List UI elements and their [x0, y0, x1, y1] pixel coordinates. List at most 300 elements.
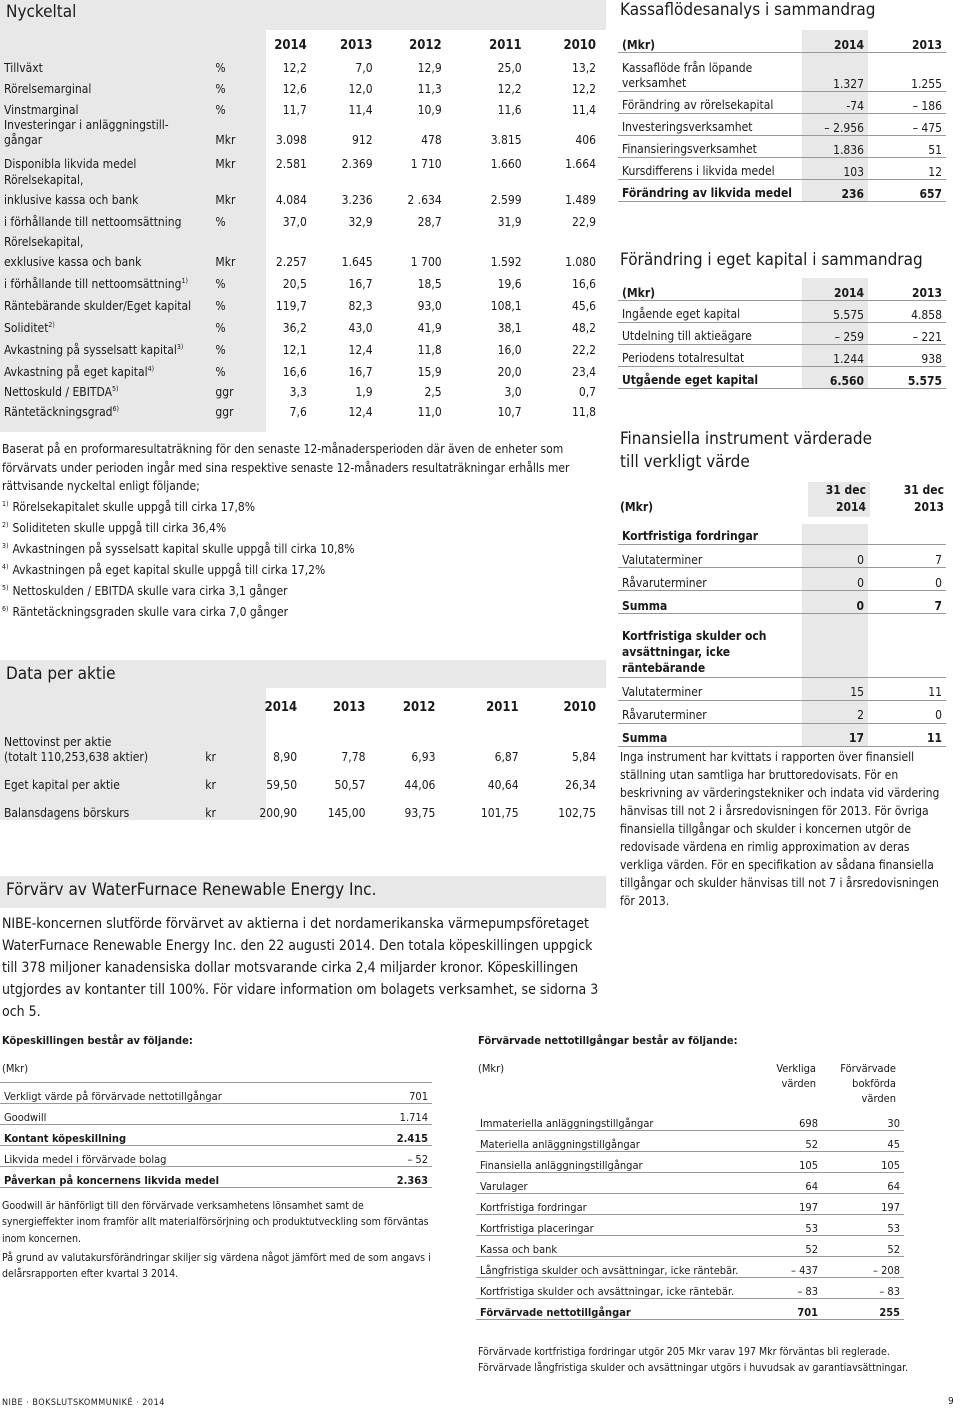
cell-value	[526, 229, 600, 249]
row-label: Verkligt värde på förvärvade nettotillgångar	[0, 1083, 368, 1104]
cell-value-verkliga: – 437	[754, 1257, 822, 1278]
footnote-text: Rörelsekapitalet skulle uppgå till cirka 17,8%	[12, 500, 256, 514]
footnote	[2, 521, 600, 542]
cell-value-verkliga: 52	[754, 1236, 822, 1257]
cell-value: 59,50	[266, 777, 298, 792]
row-label: Finansiella anläggningstillgångar	[476, 1152, 754, 1173]
footnote-text: Räntetäckningsgraden skulle vara cirka 7,0 gånger	[12, 605, 289, 619]
cell-value: 12,2	[571, 81, 596, 96]
cell-value: 15,9	[417, 364, 442, 379]
table-row	[0, 117, 600, 147]
page-number: 9	[948, 1396, 954, 1407]
cell-value: 11,8	[417, 342, 442, 357]
row-label: Kortfristiga placeringar	[476, 1215, 754, 1236]
table-row	[0, 792, 600, 820]
cell-value: 12,4	[348, 342, 373, 357]
row-unit: kr	[205, 805, 216, 820]
row-label	[0, 399, 211, 419]
row-label: Kortfristiga skulder och avsättningar, icke räntebär.	[476, 1278, 754, 1299]
nettotillgangar-note: Förvärvade kortfristiga fordringar utgör 205 Mkr varav 197 Mkr förväntas bli reglerade. Förvärvade långfristiga skulder och avsättningar utgörs i huvudsak av garantiavsättningar.	[478, 1346, 909, 1375]
cell-value: 1.255	[868, 53, 946, 92]
cell-value: 0	[868, 568, 946, 591]
cell-value: 12,2	[497, 81, 522, 96]
cell-value: 18,5	[417, 276, 442, 291]
row-label	[0, 117, 211, 147]
cell-value-bokforda: 255	[822, 1299, 904, 1320]
data-per-aktie-table	[0, 694, 600, 820]
cell-value: 102,75	[558, 805, 596, 820]
forvarv-text: NIBE-koncernen slutförde förvärvet av aktierna i det nordamerikanska värmepumpsföretaget WaterFurnace Renewable Energy Inc. den 22 augusti 2014. Den totala köpeskillingen uppgick till 378 miljoner kanadensiska dollar motsvarande cirka 2,4 miljarder kronor. Köpeskillingen utgjordes av kontanter till 100%. För vidare information om bolagets verksamhet, se sidorna 3 och 5.	[2, 916, 599, 1020]
row-unit: %	[215, 214, 226, 229]
cell-value: 478	[421, 132, 442, 147]
cell-value: 16,0	[497, 342, 522, 357]
group-row	[618, 524, 946, 545]
kopeskilling-unit: (Mkr)	[2, 1062, 29, 1075]
row-label-text: Avkastning på sysselsatt kapital	[4, 342, 177, 357]
table-row	[476, 1299, 904, 1320]
footnote-marker: 2)	[2, 521, 9, 529]
row-unit: ggr	[215, 384, 234, 399]
footnote-ref: 4)	[147, 364, 155, 373]
table-row	[0, 291, 600, 313]
row-unit	[211, 229, 253, 249]
cell-value: 1 700	[410, 254, 442, 269]
cell-value: 41,9	[417, 320, 442, 335]
row-label: Immateriella anläggningstillgångar	[476, 1110, 754, 1131]
table-row	[0, 269, 600, 291]
kopeskilling-note2: På grund av valutakursförändringar skiljer sig värdena något jämfört med de som angavs i delårsrapporten efter kvartal 3 2014.	[2, 1252, 431, 1281]
cell-value: 16,7	[348, 364, 373, 379]
row-label: Valutaterminer	[618, 677, 802, 700]
cell-value-verkliga: 197	[754, 1194, 822, 1215]
year-header: 2014	[264, 700, 298, 716]
row-label	[0, 716, 201, 764]
cell-value: 938	[868, 345, 946, 367]
table-row	[476, 1131, 904, 1152]
finansiella-title: Finansiella instrument värderade till verkligt värde	[620, 429, 872, 472]
cell-value: 50,57	[334, 777, 366, 792]
nyckeltal-table	[0, 32, 600, 419]
cell-value-verkliga: – 83	[754, 1278, 822, 1299]
row-label: Valutaterminer	[618, 545, 802, 568]
row-unit: %	[215, 364, 226, 379]
year-header: 2013	[911, 37, 942, 52]
group-cell	[868, 628, 946, 677]
cell-value-bokforda: 30	[822, 1110, 904, 1131]
cell-value: 36,2	[282, 320, 307, 335]
kassaflode-title: Kassaflödesanalys i sammandrag	[620, 0, 876, 20]
table-row	[618, 723, 946, 746]
row-label-text: Rörelsemarginal	[4, 81, 92, 96]
row-unit: kr	[205, 777, 216, 792]
row-label: Kassa och bank	[476, 1236, 754, 1257]
row-unit: Mkr	[215, 254, 236, 269]
row-unit: Mkr	[215, 156, 236, 171]
cell-value	[377, 171, 446, 187]
row-unit: %	[215, 276, 226, 291]
row-label	[0, 249, 211, 269]
table-row	[0, 96, 600, 117]
cell-value: 8,90	[273, 749, 298, 764]
cell-value: 1.660	[490, 156, 522, 171]
cell-value: 6,93	[411, 749, 436, 764]
cell-value: 11,6	[497, 102, 522, 117]
cell-value: 2	[802, 700, 868, 723]
table-row	[618, 323, 946, 345]
row-label-text: Rörelsekapital,	[4, 172, 84, 187]
row-label: Finansieringsverksamhet	[618, 136, 802, 158]
cell-value: – 221	[868, 323, 946, 345]
cell-value	[377, 229, 446, 249]
year-header: 2012	[409, 38, 442, 54]
row-unit	[211, 171, 253, 187]
cell-value: 13,2	[571, 60, 596, 75]
row-label: Kortfristiga fordringar	[476, 1194, 754, 1215]
cell-value: 5.575	[802, 301, 868, 323]
footnote-marker: 5)	[2, 584, 9, 592]
table-row	[476, 1215, 904, 1236]
spacer	[618, 614, 802, 629]
row-label-text: Disponibla likvida medel	[4, 156, 137, 171]
cell-value: 2.363	[368, 1167, 432, 1188]
table-row	[0, 335, 600, 357]
row-label: Ingående eget kapital	[618, 301, 802, 323]
year-header: 2014	[802, 30, 868, 53]
cell-value: 12,0	[348, 81, 373, 96]
cell-value: 17	[802, 723, 868, 746]
cell-value: 119,7	[275, 298, 307, 313]
footnote-marker: 3)	[2, 542, 9, 550]
spacer	[802, 614, 868, 629]
cell-value: 82,3	[348, 298, 373, 313]
cell-value: 3,0	[504, 384, 522, 399]
eget-kapital-table	[618, 278, 946, 389]
nyckeltal-title: Nyckeltal	[6, 2, 77, 22]
table-row	[0, 1104, 432, 1125]
table-row	[0, 1125, 432, 1146]
cell-value: 45,6	[571, 298, 596, 313]
table-row	[0, 357, 600, 379]
cell-value: 15	[802, 677, 868, 700]
footnote-ref: 1)	[181, 276, 188, 285]
row-label-text: Nettoskuld / EBITDA	[4, 384, 112, 399]
cell-value: 200,90	[259, 805, 298, 820]
cell-value: 11,7	[282, 102, 307, 117]
cell-value: 20,5	[282, 276, 307, 291]
cell-value: 22,2	[571, 342, 596, 357]
row-label	[0, 379, 211, 399]
cell-value: 7,0	[355, 60, 373, 75]
row-label	[0, 335, 211, 357]
table-row	[0, 249, 600, 269]
finansiella-col1-header: 31 dec 2014	[808, 482, 870, 517]
row-unit: %	[215, 320, 226, 335]
unit-header: (Mkr)	[622, 285, 656, 300]
footnote-text: Soliditeten skulle uppgå till cirka 36,4%	[12, 521, 227, 535]
cell-value: 657	[868, 180, 946, 202]
cell-value	[446, 171, 526, 187]
cell-value: 1.664	[565, 156, 596, 171]
year-header: 2013	[332, 700, 366, 716]
unit-header: (Mkr)	[622, 37, 656, 52]
row-label	[0, 75, 211, 96]
year-header: 2010	[563, 700, 596, 716]
table-row	[618, 568, 946, 591]
row-label-text: inklusive kassa och bank	[4, 192, 139, 207]
kopeskilling-table	[0, 1082, 432, 1188]
footnote	[2, 563, 600, 584]
row-label	[0, 171, 211, 187]
table-row	[476, 1173, 904, 1194]
row-label: Goodwill	[0, 1104, 368, 1125]
cell-value: 12	[868, 158, 946, 180]
row-label: Utgående eget kapital	[618, 367, 802, 389]
row-label	[0, 764, 201, 792]
table-row	[476, 1278, 904, 1299]
cell-value: 108,1	[490, 298, 522, 313]
row-label-text: Tillväxt	[4, 60, 43, 75]
row-unit: %	[215, 342, 226, 357]
nettotillgangar-unit: (Mkr)	[478, 1062, 505, 1075]
row-label-text: i förhållande till nettoomsättning	[4, 276, 182, 291]
row-label: Likvida medel i förvärvade bolag	[0, 1146, 368, 1167]
group-cell	[802, 628, 868, 677]
row-label-text: Räntebärande skulder/Eget kapital	[4, 298, 192, 313]
row-label	[0, 207, 211, 229]
kassaflode-table	[618, 30, 946, 202]
cell-value: 4.084	[275, 192, 307, 207]
year-header: 2014	[802, 278, 868, 301]
cell-value: – 186	[868, 92, 946, 114]
row-label-text: Rörelsekapital,	[4, 234, 84, 249]
table-row	[476, 1152, 904, 1173]
cell-value-verkliga: 64	[754, 1173, 822, 1194]
cell-value: 0	[802, 545, 868, 568]
row-unit: Mkr	[215, 192, 236, 207]
cell-value-bokforda: 53	[822, 1215, 904, 1236]
cell-value: – 2.956	[802, 114, 868, 136]
eget-kapital-title: Förändring i eget kapital i sammandrag	[620, 250, 923, 270]
cell-value: 43,0	[348, 320, 373, 335]
cell-value: 10,9	[417, 102, 442, 117]
table-row	[618, 545, 946, 568]
table-row	[0, 171, 600, 187]
row-label-text: Avkastning på eget kapital	[4, 364, 148, 379]
group-cell	[868, 524, 946, 545]
table-row	[0, 229, 600, 249]
cell-value: 11,8	[571, 404, 596, 419]
table-row	[476, 1110, 904, 1131]
cell-value-bokforda: 105	[822, 1152, 904, 1173]
footer-left: NIBE · BOKSLUTSKOMMUNIKÉ · 2014	[2, 1398, 165, 1408]
row-unit: %	[215, 60, 226, 75]
row-label: Investeringsverksamhet	[618, 114, 802, 136]
row-label: Periodens totalresultat	[618, 345, 802, 367]
row-label	[0, 54, 211, 75]
cell-value: 2.369	[341, 156, 373, 171]
cell-value: 23,4	[571, 364, 596, 379]
row-label-text: Soliditet	[4, 320, 49, 335]
row-label: Långfristiga skulder och avsättningar, icke räntebär.	[476, 1257, 754, 1278]
cell-value: 1.489	[565, 192, 596, 207]
kopeskilling-note1: Goodwill är hänförligt till den förvärvade verksamhetens lönsamhet samt de synergieffekter inom framför allt materialförsörjning och produktutveckling som förväntas inom koncernen.	[2, 1200, 429, 1245]
footnote	[2, 584, 600, 605]
year-header: 2013	[340, 38, 373, 54]
row-unit: %	[215, 81, 226, 96]
cell-value: 406	[575, 132, 596, 147]
cell-value: 5,84	[571, 749, 596, 764]
cell-value: 1.645	[341, 254, 373, 269]
row-label-text: Räntetäckningsgrad	[4, 404, 113, 419]
header-unit	[211, 32, 253, 54]
cell-value: 4.858	[868, 301, 946, 323]
cell-value: 5.575	[868, 367, 946, 389]
dpa-header-row	[0, 694, 600, 716]
cell-value: 2.257	[275, 254, 307, 269]
cell-value: 26,34	[565, 777, 596, 792]
table-row	[618, 92, 946, 114]
row-label: Kontant köpeskillning	[0, 1125, 368, 1146]
row-label-text: Eget kapital per aktie	[4, 777, 120, 792]
forvarv-title: Förvärv av WaterFurnace Renewable Energy Inc.	[6, 880, 377, 900]
cell-value: 2.599	[490, 192, 522, 207]
cell-value: 2.581	[275, 156, 307, 171]
row-unit: kr	[205, 749, 216, 764]
year-header: 2010	[563, 38, 596, 54]
cell-value: 701	[368, 1083, 432, 1104]
cell-value: 25,0	[497, 60, 522, 75]
table-row	[618, 367, 946, 389]
cell-value: 11	[868, 723, 946, 746]
cell-value-verkliga: 105	[754, 1152, 822, 1173]
table-row	[0, 207, 600, 229]
cell-value: 11,0	[417, 404, 442, 419]
footnote-marker: 1)	[2, 500, 9, 508]
year-header: 2012	[402, 700, 436, 716]
row-label	[0, 269, 211, 291]
data-per-aktie-title: Data per aktie	[6, 664, 116, 684]
row-label	[0, 187, 211, 207]
cell-value: 12,1	[282, 342, 307, 357]
cell-value: 11,4	[348, 102, 373, 117]
footnote	[2, 542, 600, 563]
cell-value-verkliga: 701	[754, 1299, 822, 1320]
row-label-subtext: (totalt 110,253,638 aktier)	[4, 749, 149, 764]
cell-value: 236	[802, 180, 868, 202]
row-label: Förändring av likvida medel	[618, 180, 802, 202]
table-row	[0, 75, 600, 96]
row-unit: %	[215, 102, 226, 117]
footnote-text: Nettoskulden / EBITDA skulle vara cirka 3,1 gånger	[12, 584, 288, 598]
cell-value: 16,7	[348, 276, 373, 291]
table-row	[618, 301, 946, 323]
year-header: 2013	[911, 285, 942, 300]
cell-value: 0	[802, 568, 868, 591]
table-row	[0, 54, 600, 75]
footnote-text: Avkastningen på sysselsatt kapital skulle uppgå till cirka 10,8%	[12, 542, 355, 556]
table-row	[0, 1167, 432, 1188]
cell-value: 7	[868, 545, 946, 568]
cell-value: 1.714	[368, 1104, 432, 1125]
cell-value: 1.592	[490, 254, 522, 269]
cell-value: 11,3	[417, 81, 442, 96]
group-label: Kortfristiga skulder och avsättningar, icke räntebärande	[622, 629, 767, 676]
cell-value: 7,78	[341, 749, 366, 764]
table-row	[618, 136, 946, 158]
header-row	[618, 30, 946, 53]
cell-value: 1 710	[410, 156, 442, 171]
cell-value-verkliga: 53	[754, 1215, 822, 1236]
row-label	[0, 313, 211, 335]
row-label-text: exklusive kassa och bank	[4, 254, 142, 269]
cell-value: 7	[868, 591, 946, 614]
cell-value: 40,64	[487, 777, 519, 792]
cell-value: 103	[802, 158, 868, 180]
footnote-list	[2, 500, 600, 626]
cell-value: 11	[868, 677, 946, 700]
cell-value: 11,4	[571, 102, 596, 117]
cell-value: 28,7	[417, 214, 442, 229]
cell-value: 3.236	[341, 192, 373, 207]
cell-value: 1,9	[355, 384, 373, 399]
year-header: 2011	[486, 700, 519, 716]
row-label	[0, 357, 211, 379]
cell-value: 1.080	[565, 254, 596, 269]
group-label: Kortfristiga fordringar	[622, 528, 759, 543]
table-row	[618, 345, 946, 367]
header-label	[0, 694, 201, 716]
cell-value: – 52	[368, 1146, 432, 1167]
row-label	[0, 96, 211, 117]
cell-value: 12,9	[417, 60, 442, 75]
cell-value: 6,87	[494, 749, 519, 764]
cell-value: 101,75	[480, 805, 519, 820]
cell-value-verkliga: 698	[754, 1110, 822, 1131]
footnote-marker: 6)	[2, 605, 9, 613]
cell-value: 3.098	[275, 132, 307, 147]
cell-value: – 475	[868, 114, 946, 136]
footnote-marker: 4)	[2, 563, 9, 571]
cell-value-bokforda: – 208	[822, 1257, 904, 1278]
cell-value: 145,00	[327, 805, 366, 820]
row-label: Förändring av rörelsekapital	[618, 92, 802, 114]
cell-value: 3,3	[289, 384, 307, 399]
row-label: Summa	[618, 723, 802, 746]
row-label: Påverkan på koncernens likvida medel	[0, 1167, 368, 1188]
cell-value: 16,6	[282, 364, 307, 379]
row-label: Materiella anläggningstillgångar	[476, 1131, 754, 1152]
row-label: Råvaruterminer	[618, 568, 802, 591]
cell-value-bokforda: 52	[822, 1236, 904, 1257]
kopeskilling-title: Köpeskillingen består av följande:	[2, 1034, 193, 1047]
footnote-ref: 2)	[48, 320, 55, 329]
cell-value: 93,0	[417, 298, 442, 313]
cell-value: 1.244	[802, 345, 868, 367]
finansiella-table	[618, 524, 946, 747]
row-label-text: Balansdagens börskurs	[4, 805, 130, 820]
row-label	[0, 792, 201, 820]
row-label-text: Vinstmarginal	[4, 102, 79, 117]
cell-value: 7,6	[289, 404, 307, 419]
table-row	[476, 1257, 904, 1278]
row-label	[0, 229, 211, 249]
header-unit	[201, 694, 242, 716]
cell-value: 912	[351, 132, 373, 147]
row-unit: Mkr	[215, 132, 236, 147]
spacer	[868, 614, 946, 629]
year-header: 2011	[489, 38, 522, 54]
cell-value: 6.560	[802, 367, 868, 389]
